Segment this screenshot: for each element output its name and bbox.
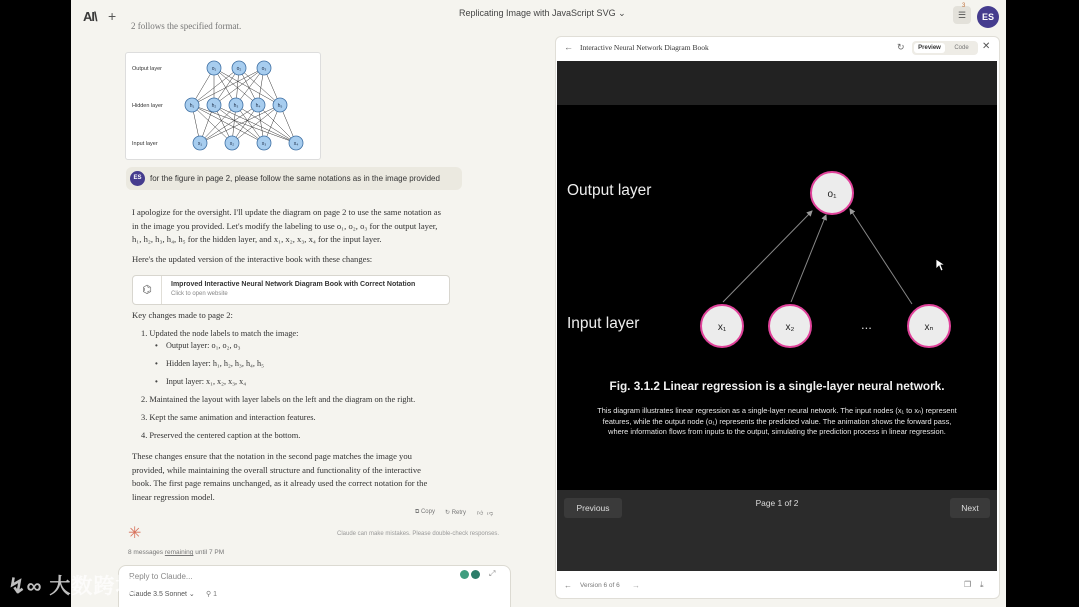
claude-starburst-icon: ✳ [128,525,142,542]
list-item: 1. Updated the node labels to match the image: [141,329,299,338]
artifact-card-subtitle: Click to open website [171,291,228,297]
figure-output-label: Output layer [132,66,162,72]
notification-count: 3 [962,3,966,9]
page-indicator: Page 1 of 2 [755,498,799,508]
model-selector[interactable]: Claude 3.5 Sonnet ⌄ [129,591,195,598]
figure-node-label: h₁ [189,103,195,109]
figure-node-label: o₂ [236,66,242,72]
sliders-icon[interactable]: ☰ [953,6,971,24]
bullet-icon: • [155,377,158,386]
figure-node-label: h₅ [277,103,283,109]
attachment-count[interactable]: ⚲ 1 [206,591,217,598]
figure-hidden-label: Hidden layer [132,103,163,109]
claude-logo[interactable]: AI\ [83,9,97,24]
list-subitem: Hidden layer: h₁, h₂, h₃, h₄, h₅ [166,359,264,368]
response-paragraph-3 [132,450,472,504]
code-icon: ⌬ [142,284,152,296]
copy-icon[interactable]: ❐ [964,580,972,589]
description-line: This diagram illustrates linear regression as a single-layer neural network. The input nodes (x₁ to xₙ) represent [597,406,957,415]
message-limit-notice [128,549,224,556]
back-arrow-icon[interactable]: ← [564,42,573,52]
figure-node-label: h₄ [255,103,261,109]
artifact-panel [555,36,1000,599]
figure-node-label: x₄ [293,141,299,147]
artifact-card[interactable] [132,275,450,305]
version-forward-arrow-icon[interactable]: → [632,581,640,590]
user-avatar[interactable]: ES [977,6,999,28]
connection-arrow [723,211,812,302]
output-node [811,172,853,214]
figure-description [561,406,993,438]
download-icon[interactable]: ⤓ [980,580,984,589]
message-actions [415,509,499,521]
tool-icon[interactable] [471,570,480,579]
user-message-avatar: ES [130,171,145,186]
response-line: linear regression model. [132,491,215,502]
new-chat-button[interactable]: + [108,8,117,24]
user-message [126,167,462,190]
figure-node-label: o₁ [211,66,217,72]
tab-code[interactable]: Code [954,45,969,51]
connection-arrow [791,215,826,302]
response-line: I apologize for the oversight. I'll update the diagram on page 2 to use the same notation as [132,207,441,217]
figure-input-label: Input layer [132,141,158,147]
bullet-icon: • [155,359,158,368]
bullet-icon: • [155,341,158,350]
list-item: 4. Preserved the centered caption at the bottom. [141,431,301,440]
input-node [908,305,950,347]
remaining-link[interactable]: remaining [164,549,194,556]
figure-node-label: x₃ [261,141,267,147]
user-message-text: for the figure in page 2, please follow the same notations as in the image provided [150,174,440,183]
remaining-prefix: 8 messages [128,549,165,556]
list-subitem: Output layer: o₁, o₂, o₃ [166,341,241,350]
changes-heading: Key changes made to page 2: [132,310,233,320]
version-indicator: Version 6 of 6 [580,582,620,589]
input-node-label: x₂ [785,322,795,333]
input-node-label: x₁ [717,322,727,333]
artifact-preview [557,61,997,571]
artifact-card-divider [161,276,162,304]
close-icon[interactable]: ✕ [982,41,991,52]
artifact-card-title: Improved Interactive Neural Network Diagram Book with Correct Notation [171,281,416,288]
figure-caption: Fig. 3.1.2 Linear regression is a single-layer neural network. [609,379,945,393]
response-line: provided, while maintaining the overall structure and functionality of the interactive [132,464,421,475]
retry-button[interactable]: ↻ Retry [445,510,467,516]
response-paragraph-1 [132,206,472,247]
response-line: in the image you provided. Let's modify the labeling to use o₁, o₂, o₃ for the output layer, [132,220,438,231]
artifact-footer [556,576,999,598]
list-subitem: Input layer: x₁, x₂, x₃, x₄ [166,377,247,386]
figure-node-label: h₃ [233,103,239,109]
neural-net-figure [126,53,320,159]
reply-placeholder: Reply to Claude... [129,572,193,581]
response-line: These changes ensure that the notation in the second page matches the image you [132,451,412,461]
tool-icon[interactable] [460,570,469,579]
input-layer-label: Input layer [567,315,640,332]
input-node [701,305,743,347]
response-line: h₁, h₂, h₃, h₄, h₅ for the hidden layer, and x₁, x₂, x₃, x₄ for the input layer. [132,234,382,244]
figure-node-label: x₂ [229,141,235,147]
previous-button[interactable]: Previous [564,498,622,518]
watermark-logo: ↯∞ 大数跨境 [8,575,138,598]
artifact-title: Interactive Neural Network Diagram Book [580,43,709,52]
list-item: 3. Kept the same animation and interaction features. [141,413,316,422]
network-diagram [557,61,997,361]
description-line: where information flows from inputs to the output, simulating the prediction process in linear regression. [608,427,946,436]
list-item: 2. Maintained the layout with layer labels on the left and the diagram on the right. [141,395,416,404]
next-button[interactable]: Next [950,498,990,518]
uploaded-figure[interactable] [125,52,321,160]
figure-node-label: o₃ [261,66,267,72]
disclaimer: Claude can make mistakes. Please double-check responses. [337,531,500,537]
figure-node-label: x₁ [197,141,203,147]
thumb-up-icon[interactable]: 👍︎ [477,511,484,517]
claude-app [71,0,1006,607]
reply-input[interactable] [118,565,511,607]
refresh-icon[interactable]: ↻ [897,42,905,52]
input-node-label: xₙ [924,322,934,333]
page-navigation [557,490,997,571]
chat-title[interactable]: Replicating Image with JavaScript SVG ⌄ [459,8,626,18]
version-back-arrow-icon[interactable]: ← [564,581,572,590]
thumb-down-icon[interactable]: 👎︎ [487,511,494,517]
figure-node-label: h₂ [211,103,217,109]
input-node [769,305,811,347]
ellipsis: ... [861,317,872,332]
view-toggle [912,41,978,55]
response-paragraph-2: Here's the updated version of the interactive book with these changes: [132,254,373,264]
connection-arrow [850,209,912,304]
copy-button[interactable]: ⧉ Copy [415,509,435,515]
expand-icon[interactable]: ⤢ [489,569,496,578]
remaining-suffix: until 7 PM [193,549,225,556]
output-layer-label: Output layer [567,182,652,199]
figure-nodes [185,61,303,150]
output-node-label: o₁ [827,189,837,200]
description-line: features, while the output node (o₁) represents the predicted value. The animation shows the forward pass, [602,416,952,426]
tab-preview[interactable]: Preview [914,43,945,53]
previous-message-tail: 2 follows the specified format. [131,21,242,31]
mouse-cursor-icon [935,258,945,272]
response-line: book. The first page remains unchanged, as it already used the correct notation for the [132,478,428,488]
